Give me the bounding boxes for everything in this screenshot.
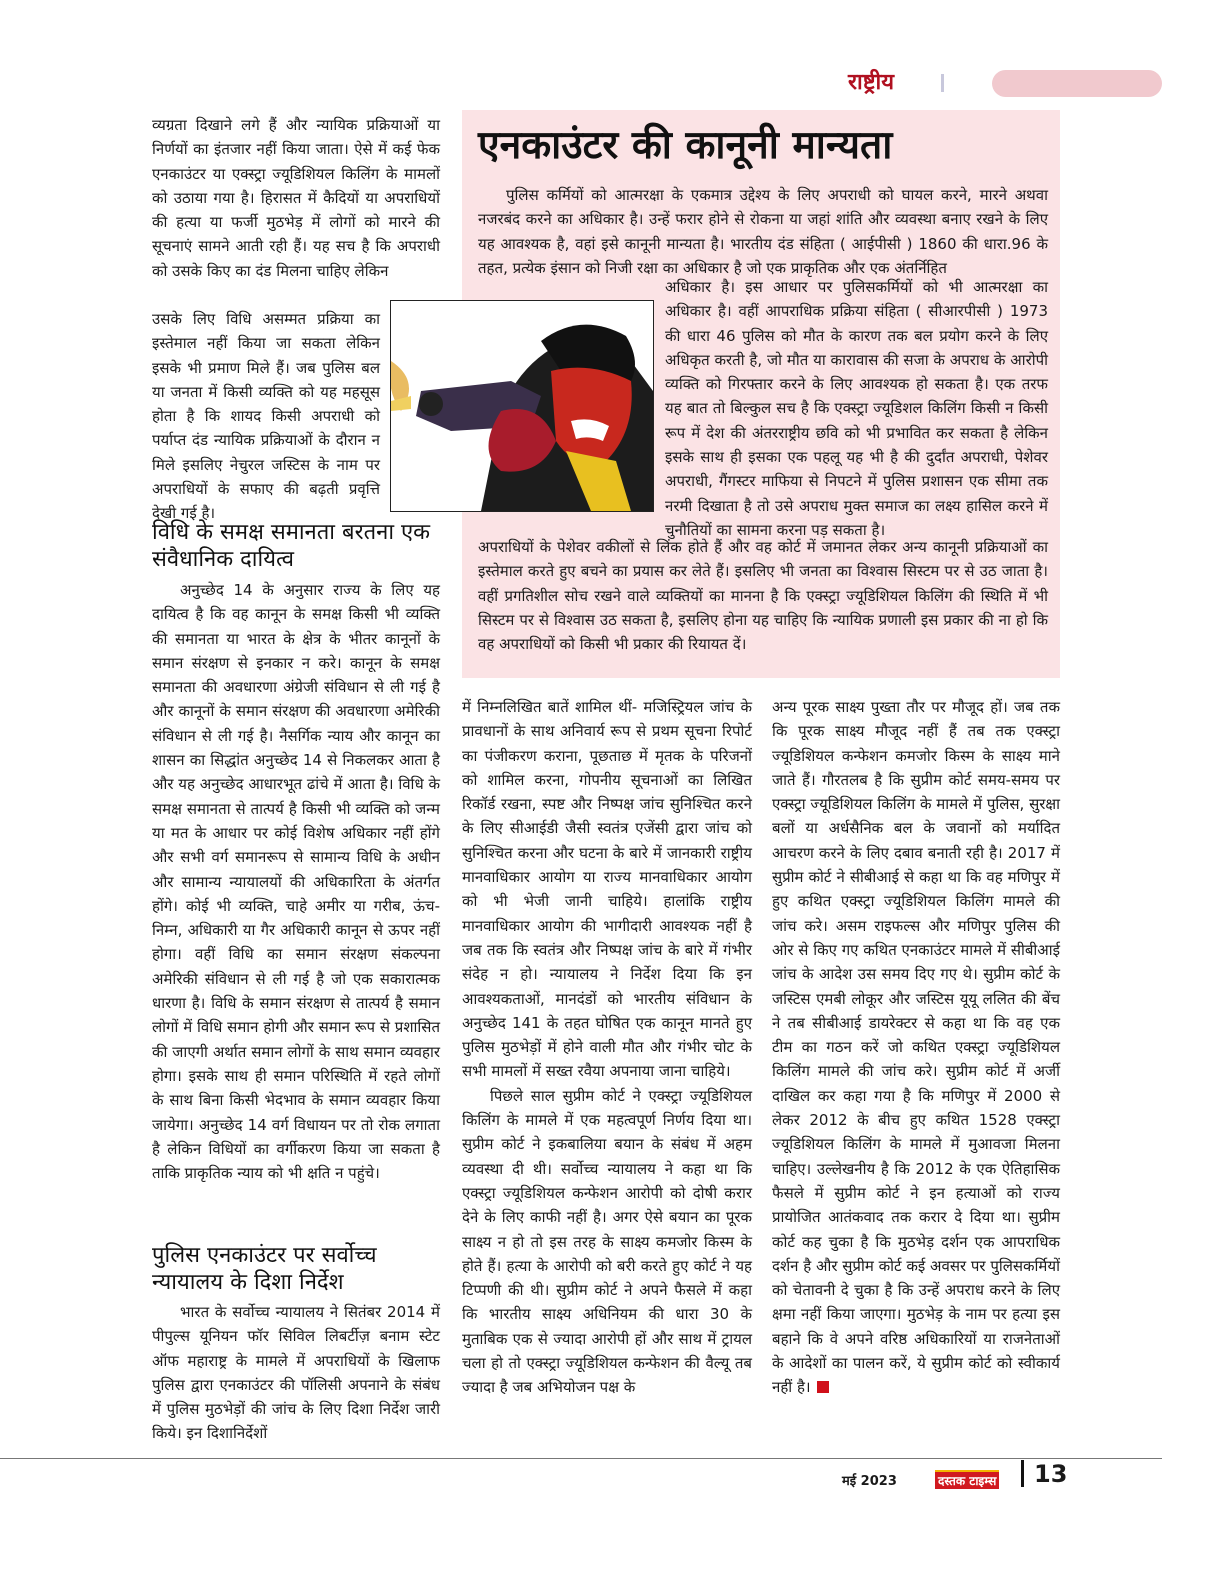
gunman-illustration-icon (391, 301, 653, 511)
box-paragraph-1: पुलिस कर्मियों को आत्मरक्षा के एकमात्र उद्देश्य के लिए अपराधी को घायल करने, मारने अथवा नजरबंद करने का अधिकार है। उन्हें फरार होने से रोकना या जहां शांति और व्यवस्था बनाए रखने के लिए यह आवश्यक है, वहां इसे कानूनी मान्यता है। भारतीय दंड संहिता ( आईपीसी ) 1860 की धारा.96 के तहत, प्रत्येक इंसान को निजी रक्षा का अधिकार है जो एक प्राकृतिक और एक अंतर्निहित (478, 186, 1048, 277)
magazine-logo: दस्तक टाइम्स (935, 1470, 999, 1489)
issue-date: मई 2023 (842, 1474, 897, 1489)
page-number: 13 (1034, 1460, 1068, 1488)
middle-column (462, 695, 752, 1400)
footer-divider (0, 1458, 1162, 1459)
box-title: एनकाउंटर की कानूनी मान्यता (478, 123, 893, 168)
right-paragraph-1 (772, 695, 1060, 1400)
left-paragraph-2: अनुच्छेद 14 के अनुसार राज्य के लिए यह दायित्व है कि वह कानून के समक्ष किसी भी व्यक्ति की समानता या भारत के क्षेत्र के भीतर कानूनों के समान संरक्षण से इनकार न करे। कानून के समक्ष समानता की अवधारणा अंग्रेजी संविधान से ली गई है और कानूनों के समान संरक्षण की अवधारणा अमेरिकी संविधान से ली गई है। नैसर्गिक न्याय और कानून का शासन का सिद्धांत अनुच्छेद 14 से निकलकर आता है और यह अनुच्छेद आधारभूत ढांचे में आता है। विधि के समक्ष समानता से तात्पर्य है किसी भी व्यक्ति को जन्म या मत के आधार पर कोई विशेष अधिकार नहीं होंगे और सभी वर्ग समानरूप से सामान्य विधि के अधीन और सामान्य न्यायालयों की अधिकारिता के अंतर्गत होंगे। कोई भी व्यक्ति, चाहे अमीर या गरीब, ऊंच-निम्न, अधिकारी या गैर अधिकारी कानून से ऊपर नहीं होगा। वहीं विधि का समान संरक्षण संकल्पना अमेरिकी संविधान से ली गई है जो एक सकारात्मक धारणा है। विधि के समान संरक्षण से तात्पर्य है समान लोगों में विधि समान होगी और समान रूप से प्रशासित की जाएगी अर्थात समान लोगों के साथ समान व्यवहार होगा। इसके साथ ही समान परिस्थिति में रहते लोगों के साथ बिना किसी भेदभाव के समान व्यवहार किया जायेगा। अनुच्छेद 14 वर्ग विधायन पर तो रोक लगाता है लेकिन विधियों का वर्गीकरण किया जा सकता है ताकि प्राकृतिक न्याय को भी क्षति न पहुंचे। (152, 581, 440, 1183)
left-paragraph-1b: उसके लिए विधि असम्मत प्रक्रिया का इस्तेमाल नहीं किया जा सकता लेकिन इसके भी प्रमाण मिले हैं। जब पुलिस बल या जनता में किसी व्यक्ति को यह महसूस होता है कि शायद किसी अपराधी को पर्याप्त दंड न्यायिक प्रक्रियाओं के दौरान न मिले इसलिए नेचुरल जस्टिस के नाम पर अपराधियों के सफाए की बढ़ती प्रवृत्ति देखी गई है। (152, 310, 380, 523)
footer-separator (1021, 1460, 1024, 1487)
right-paragraph-text: अन्य पूरक साक्ष्य पुख्ता तौर पर मौजूद हों। जब तक कि पूरक साक्ष्य मौजूद नहीं हैं तब तक एक्स्ट्रा ज्यूडिशियल कन्फेशन कमजोर किस्म के साक्ष्य माने जाते हैं। गौरतलब है कि सुप्रीम कोर्ट समय-समय पर एक्स्ट्रा ज्यूडिशियल किलिंग के मामले में पुलिस, सुरक्षा बलों या अर्धसैनिक बल के जवानों को मर्यादित आचरण करने के लिए दबाव बनाती रही है। 2017 में सुप्रीम कोर्ट ने सीबीआई से कहा था कि वह मणिपुर में हुए कथित एक्स्ट्रा ज्यूडिशियल किलिंग मामले की जांच करे। असम राइफल्स और मणिपुर पुलिस की ओर से किए गए कथित एनकाउंटर मामले में सीबीआई जांच के आदेश उस समय दिए गए थे। सुप्रीम कोर्ट के जस्टिस एमबी लोकूर और जस्टिस यूयू ललित की बेंच ने तब सीबीआई डायरेक्टर से कहा था कि वह एक टीम का गठन करें जो कथित एक्स्ट्रा ज्यूडिशियल किलिंग मामले की जांच करे। सुप्रीम कोर्ट में अर्जी दाखिल कर कहा गया है कि मणिपुर में 2000 से लेकर 2012 के बीच हुए कथित 1528 एक्स्ट्रा ज्यूडिशियल किलिंग के मामले में मुआवजा मिलना चाहिए। उल्लेखनीय है कि 2012 के एक ऐतिहासिक फैसले में सुप्रीम कोर्ट ने इन हत्याओं को राज्य प्रायोजित आतंकवाद तक करार दे दिया था। सुप्रीम कोर्ट कह चुका है कि मुठभेड़ दर्शन एक आपराधिक दर्शन है और सुप्रीम कोर्ट कई अवसर पर पुलिसकर्मियों को चेतावनी दे चुका है कि उन्हें अपराध करने के लिए क्षमा नहीं किया जाएगा। मुठभेड़ के नाम पर हत्या इस बहाने कि वे अपने वरिष्ठ अधिकारियों या राजनेताओं के आदेशों का पालन करें, ये सुप्रीम कोर्ट को स्वीकार्य नहीं है। (772, 698, 1060, 1397)
box-paragraph-2: अपराधियों के पेशेवर वकीलों से लिंक होते हैं और वह कोर्ट में जमानत लेकर अन्य कानूनी प्रक्रियाओं का इस्तेमाल करते हुए बचने का प्रयास कर लेते हैं। इसलिए भी जनता का विश्वास सिस्टम पर से उठ जाता है। वहीं प्रगतिशील सोच रखने वाले व्यक्तियों का मानना है कि एक्स्ट्रा ज्यूडिशियल किलिंग की स्थिति में भी सिस्टम पर से विश्वास उठ सकता है, इसलिए होना यह चाहिए कि न्यायिक प्रणाली इस प्रकार की ना हो कि वह अपराधियों को किसी भी प्रकार की रियायत दें। (478, 538, 1048, 654)
box-paragraph-side: अधिकार है। इस आधार पर पुलिसकर्मियों को भी आत्मरक्षा का अधिकार है। वहीं आपराधिक प्रक्रिया संहिता ( सीआरपीसी ) 1973 की धारा 46 पुलिस को मौत के कारण तक बल प्रयोग करने के लिए अधिकृत करती है, जो मौत या कारावास की सजा के अपराध के आरोपी व्यक्ति को गिरफ्तार करने के लिए आवश्यक हो सकता है। एक तरफ यह बात तो बिल्कुल सच है कि एक्स्ट्रा ज्यूडिशल किलिंग किसी न किसी रूप में देश की अंतरराष्ट्रीय छवि को भी प्रभावित कर सकता है लेकिन इसके साथ ही इसका एक पहलू यह भी है की दुर्दांत अपराधी, पेशेवर अपराधी, गैंगस्टर माफिया से निपटने में पुलिस प्रशासन एक सीमा तक नरमी दिखाता है तो उसे अपराध मुक्त समाज का लक्ष्य हासिल करने में चुनौतियों का सामना करना पड़ सकता है। (665, 278, 1048, 539)
header-decoration-pill (992, 70, 1162, 97)
section-label: राष्ट्रीय (848, 70, 895, 95)
subheading-guidelines: पुलिस एनकाउंटर पर सर्वोच्च न्यायालय के दिशा निर्देश (152, 1243, 377, 1295)
left-paragraph-1a: व्यग्रता दिखाने लगे हैं और न्यायिक प्रक्रियाओं या निर्णयों का इंतजार नहीं किया जाता। ऐसे में कई फेक एनकाउंटर या एक्स्ट्रा ज्यूडिशियल किलिंग के मामलों को उठाया गया है। हिरासत में कैदियों या अपराधियों की हत्या या फर्जी मुठभेड़ में लोगों को मारने की सूचनाएं सामने आती रही हैं। यह सच है कि अपराधी को उसके किए का दंड मिलना चाहिए लेकिन (152, 116, 440, 280)
right-column (772, 695, 1060, 1400)
gunman-illustration (390, 300, 654, 512)
subheading-equality: विधि के समक्ष समानता बरतना एक संवैधानिक दायित्व (152, 520, 431, 572)
end-of-article-icon (817, 1381, 829, 1393)
left-paragraph-3: भारत के सर्वोच्च न्यायालय ने सितंबर 2014 में पीपुल्स यूनियन फॉर सिविल लिबर्टीज़ बनाम स्टेट ऑफ महाराष्ट्र के मामले में अपराधियों के खिलाफ पुलिस द्वारा एनकाउंटर की पॉलिसी अपनाने के संबंध में पुलिस मुठभेड़ों की जांच के लिए दिशा निर्देश जारी किये। इन दिशानिर्देशों (152, 1303, 440, 1443)
middle-paragraph-2: पिछले साल सुप्रीम कोर्ट ने एक्स्ट्रा ज्यूडिशियल किलिंग के मामले में एक महत्वपूर्ण निर्णय दिया था। सुप्रीम कोर्ट ने इकबालिया बयान के संबंध में अहम व्यवस्था दी थी। सर्वोच्च न्यायालय ने कहा था कि एक्स्ट्रा ज्यूडिशियल कन्फेशन आरोपी को दोषी करार देने के लिए काफी नहीं है। अगर ऐसे बयान का पूरक साक्ष्य न हो तो इस तरह के साक्ष्य कमजोर किस्म के होते हैं। हत्या के आरोपी को बरी करते हुए कोर्ट ने यह टिप्पणी की थी। सुप्रीम कोर्ट ने अपने फैसले में कहा कि भारतीय साक्ष्य अधिनियम की धारा 30 के मुताबिक एक से ज्यादा आरोपी हों और साथ में ट्रायल चला हो तो एक्स्ट्रा ज्यूडिशियल कन्फेशन की वैल्यू तब ज्यादा है जब अभियोजन पक्ष के (462, 1086, 752, 1397)
middle-paragraph-1: में निम्नलिखित बातें शामिल थीं- मजिस्ट्रियल जांच के प्रावधानों के साथ अनिवार्य रूप से प्रथम सूचना रिपोर्ट का पंजीकरण कराना, पूछताछ में मृतक के परिजनों को शामिल करना, गोपनीय सूचनाओं का लिखित रिकॉर्ड रखना, स्पष्ट और निष्पक्ष जांच सुनिश्चित करने के लिए सीआईडी जैसी स्वतंत्र एजेंसी द्वारा जांच को सुनिश्चित करना और घटना के बारे में जानकारी राष्ट्रीय मानवाधिकार आयोग या राज्य मानवाधिकार आयोग को भी भेजी जानी चाहिये। हालांकि राष्ट्रीय मानवाधिकार आयोग की भागीदारी आवश्यक नहीं है जब तक कि स्वतंत्र और निष्पक्ष जांच के बारे में गंभीर संदेह न हो। न्यायालय ने निर्देश दिया कि इन आवश्यकताओं, मानदंडों को भारतीय संविधान के अनुच्छेद 141 के तहत घोषित एक कानून मानते हुए पुलिस मुठभेड़ों में होने वाली मौत और गंभीर चोट के सभी मामलों में सख्त रवैया अपनाया जाना चाहिये। (462, 698, 752, 1081)
header-separator (941, 74, 944, 92)
